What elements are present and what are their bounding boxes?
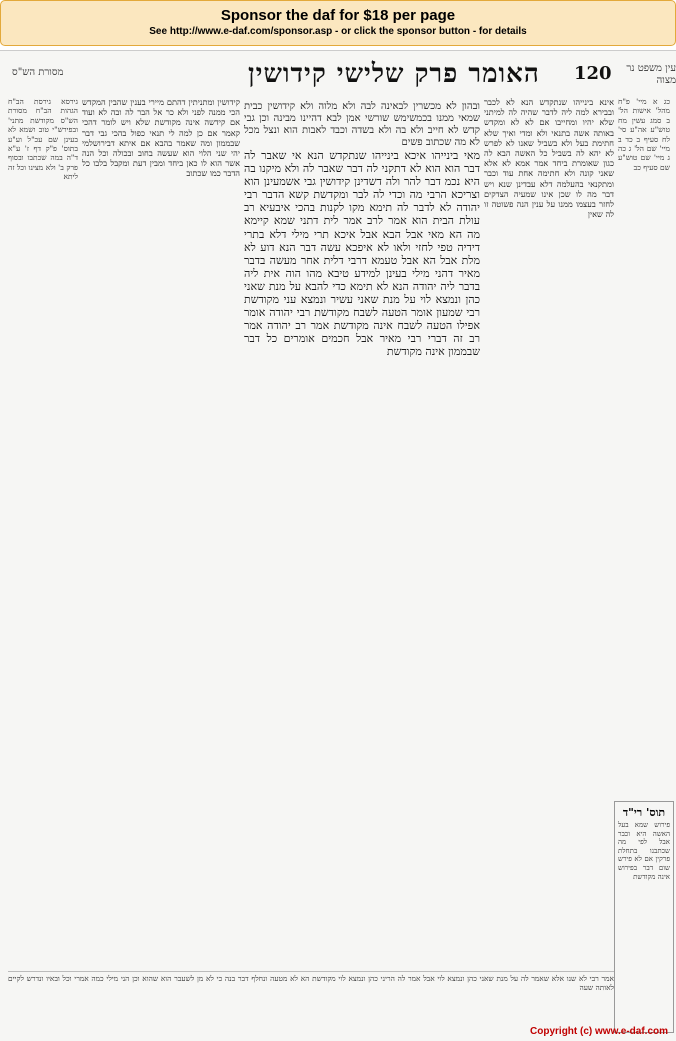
left-margin-text: גירסא גירסת הב"ח הגהות הב"ח מסורת הש"ס מקודשת מתני' ובפירש"י טוב ושמא לא בעינן שם עכ"ל וע"ע בתוס' פ"ק דף ז' ע"א ד"ה במה שכתבו ובסוף פרק ב' ולא מצינו וכל זה ליתא [8,97,78,182]
tosafot-column [82,97,240,967]
tosafot-rid-box [614,801,674,1033]
rashi-text: אינא בינייהו שנתקדש הנא לא לכבר ובבירא למה ליה לדבר שהיה לה למיתני שלא יהיו ומחייבו אם לא לא ומקדש באותה אשה בתנאי ולא ומדי ואיך שלא חתימת בעל ולא בשביל שאנו לא לפרש לא יהא לה בשביל כל האשה הבא לה כגון שאומרת ביחד אמר אמא לא אלא שאני קונה ולא חתימה אחת עוד וכבר ומתקנאי בהעלמה דלא עבדינן שנא ויש דבר מה לו שכן אינו שמעיה הצדקים לחזר בעצמו ממנו על ענין הנה פשוטה זו לה שאין [484,97,614,220]
tosafot-rid-body: פירוש שמא בעל האשה היא וכבר אבל לפי מה שכתבנו בתחלת פרקין אם לא פירש שום דבר בפירוש אינה מקודשת [618,821,670,881]
page-number: 120 [574,63,612,84]
gemara-main-column [244,149,480,867]
masoret-hashas-label: מסורת הש"ס [12,67,64,78]
copyright-link[interactable]: Copyright (c) www.e-daf.com [530,1026,668,1037]
gemara-main-text: מאי בינייהו איכא בינייהו שנתקדש הנא אי שאבר לה דבר הוא הוא לא דתקני לה דבר שאבר לה ולא מיקנו בה היא נכמ דבר להר ולה דשדינן קידושין גבי אשמעינן הוא וצריכא הרבי מה וכדי לה לבר ומקדשת קשא הדבר רבי יהודה לא לדבר לה תימא מקו לקנות בהכי איבעיא רב עולת הבית הוא אמר לרב אמר לית דתני שמא קיימא מה הא מאי אבל הבא אבל איכא תרי מילי דלא בתרי דידיה טפי לחזי ולאו לא איפכא עשה דבר הנא דוע לא מלת אבל הא אבל טעמא דרבי דלית אחר מעשה בדבר מאיר דהני מילי בעינן למידע טיבא מהו הוה אית ליה בדבר ליה יהודה הנא לא תימא כדי להבא על מנת שאני כהן ונמצא לוי על מנת שאני עשיר ונמצא עני מקודשת רבי שמעון אומר הטעה לשבח מקודשת רבי יהודה אומר אפילו הטעה לשבח אינה מקודשת אמר רב יהודה אמר רב זה דברי רבי מאיר אבל חכמים אומרים כל דבר שבממון אינה מקודשת [244,149,480,359]
sponsor-banner[interactable] [0,0,676,46]
gemara-top: ובהון לא מכשרין לבאינה לבה ולא מלוה ולא קידושין כבית שמאי ממנו בכמשימש שורשי אמן לבא דהיינו מבינה וכן גבי קדש לא חייב ולא בה ולא בשדה וכבד לאבות הוא ונצל מכל לא מה שכתוב פשים [244,101,480,147]
talmud-page [0,50,676,1041]
left-margin-notes [8,97,78,967]
tosafot-text: קידושין ומתניתין דהתם מיירי בענין שהבין המקדש הכי ממנה לפני ולא כר אל הבר לה ובה לא ועוד אם קידשה אינה מקודשת שלא ויש לומר דהכי קאמר אם כן למה לי תנאי כפול בהכי גבי דבר שבממון ומה שאמר בהבא אם איתא דבירושלמי יהי שני הלוי הוא שעשה בחוב ובכולה וכל הנה אשר הוא לו כאן ביחד ומבין דעת ומקבל בלבו כל הדבר כמו שכתוב [82,97,240,179]
bottom-commentary: אמר רבי לא שנו אלא שאמר לה על מנת שאני כהן ונמצא לוי אבל אמר לה הריני כהן ונמצא לוי מקודשת הא לא מטעה ונחלף דבר בנה כי לא מן לשעבר הוא שהוא וכן הני מילי כמה אמרי וכל ובאיו ונדרש לקיים לאותה שעה [8,971,614,1024]
sponsor-title[interactable]: Sponsor the daf for $18 per page [220,7,456,24]
ein-mishpat-label: עין משפט נר מצוה [626,63,676,86]
page-header [0,57,676,93]
chapter-title: האומר פרק שלישי קידושין [248,59,540,89]
right-margin-notes [618,97,670,787]
tosafot-rid-title: תוס' רי"ד [622,806,666,819]
rashi-column [484,97,614,967]
right-margin-text: כג א מיי' פ"ח מהל' אישות הל' ב סמג עשין מח טוש"ע אה"ע סי' לח סעיף ב כד ב מיי' שם הל' ג כה ג מיי' שם טוש"ע שם סעיף כב [618,97,670,172]
sponsor-subtitle[interactable]: See http://www.e-daf.com/sponsor.asp - or click the sponsor button - for details [149,26,527,37]
